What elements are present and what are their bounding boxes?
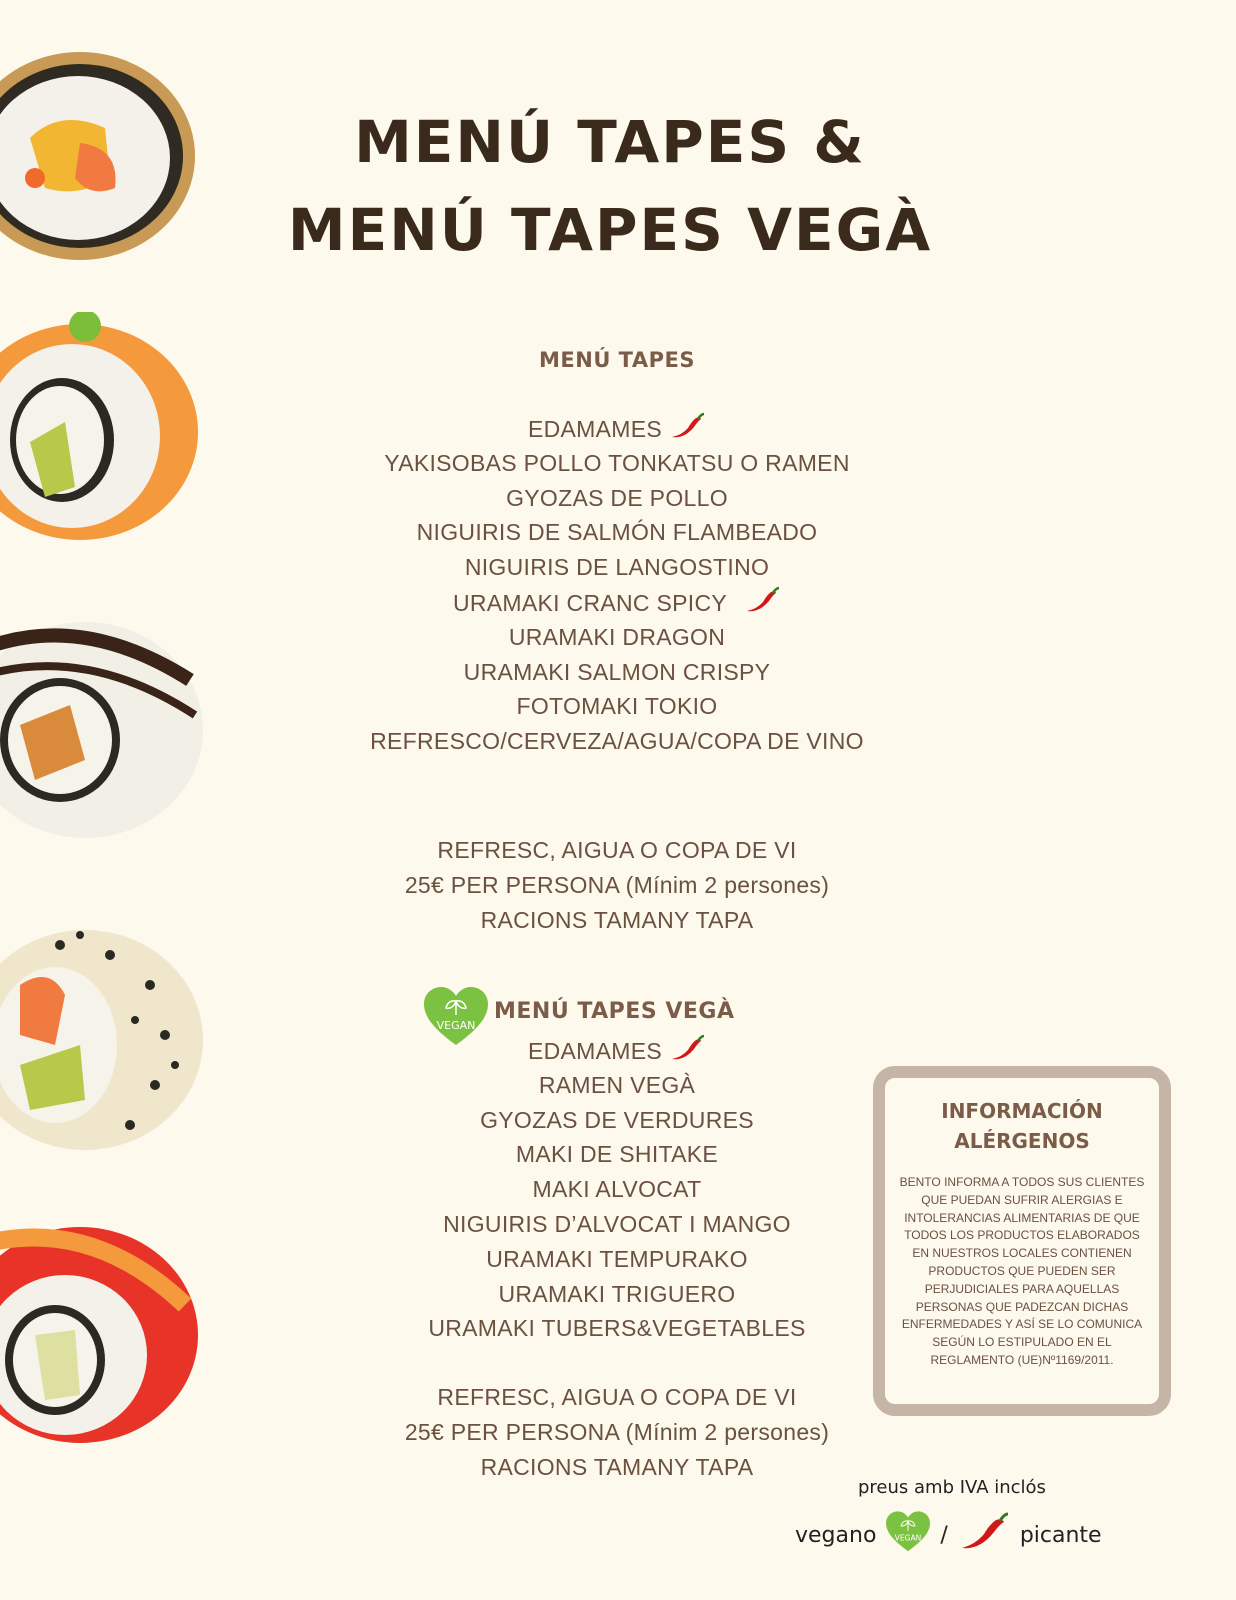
menu-item-label: NIGUIRIS DE SALMÓN FLAMBEADO — [416, 519, 818, 546]
chili-pepper-icon — [745, 585, 781, 625]
allergen-info-box — [873, 1066, 1171, 1416]
menu-item — [317, 585, 917, 620]
menu-item-label: GYOZAS DE VERDURES — [480, 1106, 754, 1133]
sushi-image-sesame-roll — [0, 925, 210, 1160]
menu-item — [317, 481, 917, 516]
menu-item — [317, 515, 917, 550]
menu-item — [317, 1277, 917, 1312]
menu-item — [317, 655, 917, 690]
menu-vega-heading: MENÚ TAPES VEGÀ — [494, 999, 735, 1024]
menu-tapes-items — [317, 411, 917, 759]
legend-spicy-label: picante — [1019, 1522, 1102, 1548]
chili-pepper-icon — [670, 411, 706, 451]
menu-item-label: NIGUIRIS DE LANGOSTINO — [464, 554, 770, 581]
menu-item — [317, 1242, 917, 1277]
legend-vegan-label: vegano — [795, 1522, 877, 1548]
sushi-image-eel-roll — [0, 620, 210, 850]
menu-item — [317, 724, 917, 759]
svg-text:VEGAN: VEGAN — [436, 1019, 476, 1032]
menu-item — [317, 411, 917, 446]
menu-item-label: URAMAKI TEMPURAKO — [486, 1245, 748, 1272]
vat-note: preus amb IVA inclós — [858, 1477, 1046, 1498]
menu-item — [317, 1033, 917, 1068]
menu-vega-items — [317, 1033, 917, 1346]
menu-item-label: REFRESCO/CERVEZA/AGUA/COPA DE VINO — [370, 728, 864, 755]
menu-item-label: RAMEN VEGÀ — [538, 1071, 696, 1098]
menu-item — [317, 550, 917, 585]
menu-item-label: YAKISOBAS POLLO TONKATSU O RAMEN — [384, 449, 850, 476]
menu-item-label: GYOZAS DE POLLO — [506, 484, 728, 511]
legend — [795, 1510, 1112, 1560]
menu-item — [317, 446, 917, 481]
allergen-title-line-2: ALÉRGENOS — [954, 1129, 1090, 1153]
menu-info-line: 25€ PER PERSONA (Mínim 2 persones) — [404, 871, 830, 898]
menu-vega-section — [317, 995, 917, 1346]
menu-item-label: FOTOMAKI TOKIO — [516, 693, 718, 720]
vegan-heart-icon — [424, 987, 488, 1052]
chili-pepper-icon — [958, 1510, 1010, 1560]
sushi-image-salmon-roll — [0, 312, 210, 547]
menu-vega-info — [317, 1380, 917, 1484]
allergen-title — [885, 1096, 1159, 1156]
menu-item-label: NIGUIRIS D’ALVOCAT I MANGO — [443, 1210, 791, 1237]
menu-item-label: URAMAKI TRIGUERO — [498, 1280, 736, 1307]
menu-item — [317, 1068, 917, 1103]
menu-tapes-info — [317, 833, 917, 937]
menu-item — [317, 1207, 917, 1242]
menu-item-label: MAKI ALVOCAT — [532, 1176, 702, 1203]
menu-info-line: REFRESC, AIGUA O COPA DE VI — [437, 837, 797, 863]
menu-item — [317, 1172, 917, 1207]
menu-item-label: URAMAKI CRANC SPICY — [452, 589, 728, 616]
menu-item — [317, 1103, 917, 1138]
title-line-2: MENÚ TAPES VEGÀ — [287, 196, 933, 264]
menu-item — [317, 1137, 917, 1172]
allergen-title-line-1: INFORMACIÓN — [941, 1099, 1103, 1123]
menu-info-line: REFRESC, AIGUA O COPA DE VI — [437, 1384, 797, 1410]
chili-pepper-icon — [670, 1033, 706, 1073]
title-line-1: MENÚ TAPES & — [354, 108, 866, 176]
allergen-text: BENTO INFORMA A TODOS SUS CLIENTES QUE PUEDAN SUFRIR ALERGIAS E INTOLERANCIAS ALIMENTARIAS DE QUE TODOS LOS PRODUCTOS ELABORADOS EN NUESTROS LOCALES CONTIENEN PRODUCTOS QUE PUEDEN SER PERJUDICIALES PARA AQUELLAS PERSONAS QUE PADEZCAN DICHAS ENFERMEDADES Y ASÍ SE LO COMUNICA SEGÚN LO ESTIPULADO EN EL REGLAMENTO (UE)Nº1169/2011. — [899, 1175, 1145, 1367]
menu-tapes-section — [317, 343, 917, 759]
menu-item — [317, 689, 917, 724]
menu-item-label: URAMAKI TUBERS&VEGETABLES — [428, 1315, 806, 1342]
sushi-image-tempura — [0, 48, 210, 268]
menu-info-line: RACIONS TAMANY TAPA — [480, 906, 754, 933]
legend-separator: / — [940, 1522, 948, 1548]
menu-vega-header — [317, 995, 917, 1033]
menu-item — [317, 620, 917, 655]
page-title — [230, 98, 990, 274]
menu-item — [317, 1311, 917, 1346]
menu-item-label: URAMAKI SALMON CRISPY — [463, 658, 771, 685]
menu-info-line: RACIONS TAMANY TAPA — [480, 1453, 754, 1480]
menu-item-label: MAKI DE SHITAKE — [515, 1141, 719, 1168]
menu-info-line: 25€ PER PERSONA (Mínim 2 persones) — [404, 1418, 830, 1445]
menu-item-label: URAMAKI DRAGON — [508, 623, 726, 650]
menu-item-label: EDAMAMES — [527, 415, 663, 442]
sushi-image-tuna-roll — [0, 1225, 210, 1450]
menu-item-label: EDAMAMES — [527, 1037, 663, 1064]
svg-text:VEGAN: VEGAN — [895, 1533, 922, 1543]
menu-tapes-heading: MENÚ TAPES — [539, 348, 695, 372]
vegan-heart-icon — [886, 1511, 930, 1559]
